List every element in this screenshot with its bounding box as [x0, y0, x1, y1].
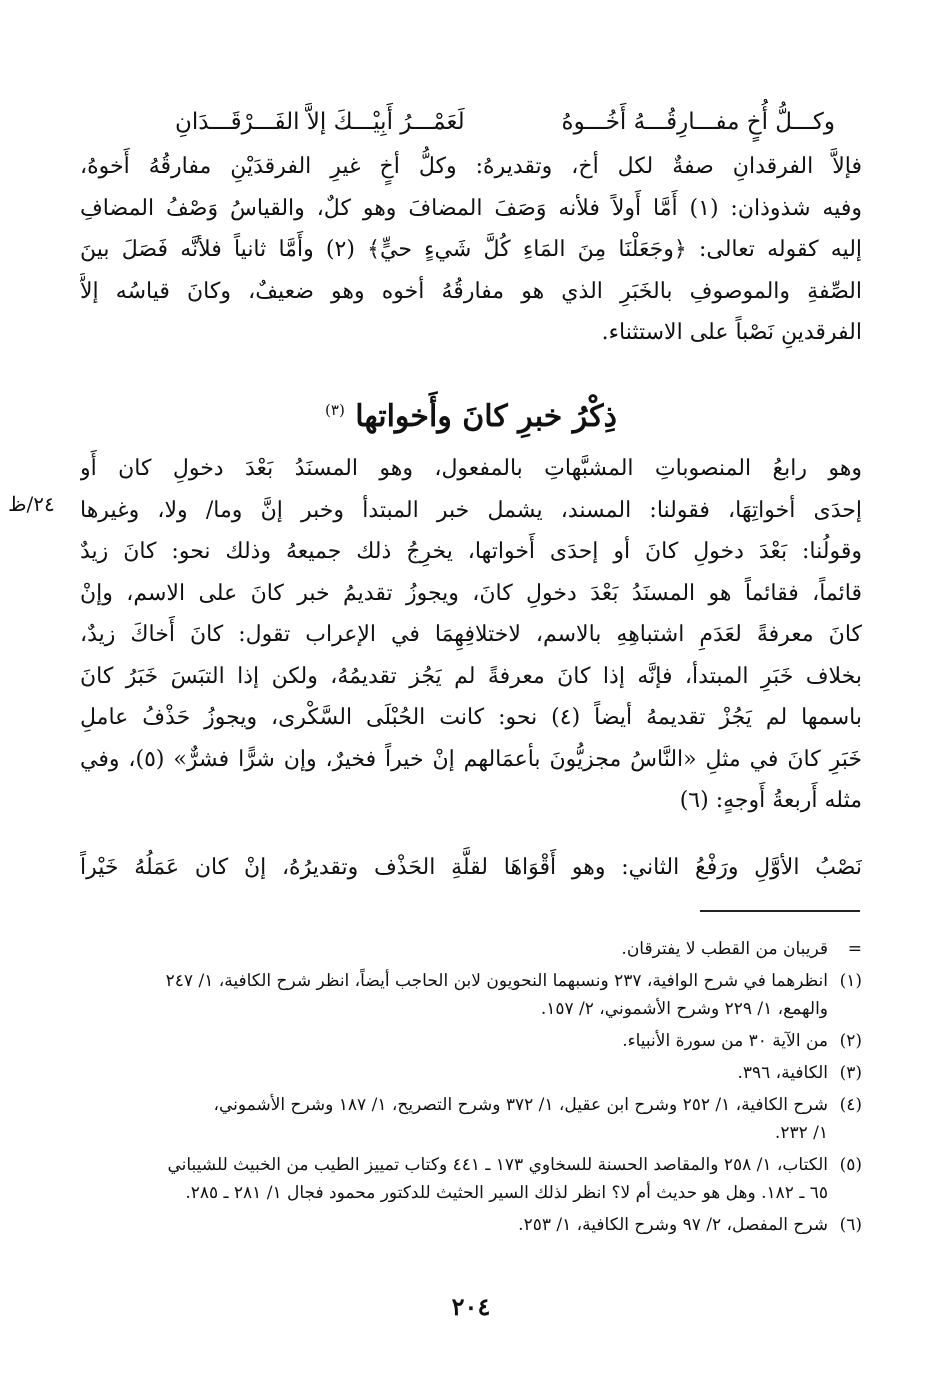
text-line: باسمها لم يَجُزْ تقديمهُ أيضاً (٤) نحو: كانت الحُبْلَى السَّكْرى، ويجوزُ حَذْفُ عاملِ — [80, 705, 862, 730]
footnote-number: = — [847, 939, 862, 959]
verse-first-hemistich: وكـــلُّ أُخٍ مفـــارِقُـــهُ أَخُـــوهُ — [561, 109, 835, 135]
paragraph-verse-commentary — [80, 146, 862, 354]
text-line: الفرقدينِ نَصْباً على الاستثناء. — [601, 320, 862, 345]
footnote-text: من الآية ٣٠ من سورة الأنبياء. — [622, 1031, 828, 1051]
text-line: وهو رابعُ المنصوباتِ المشبَّهاتِ بالمفعول، وهو المسنَدُ بَعْدَ دخولِ كان أَو — [80, 456, 862, 481]
paragraph-first-case — [80, 847, 862, 889]
footnote-text: الكافية، ٣٩٦. — [737, 1063, 828, 1083]
text-line: إليه كقوله تعالى: ﴿وجَعَلْنَا مِنَ المَاءِ كُلَّ شَيءٍ حيٍّ﴾ (٢) وأَمَّا ثانياً فلأنَّه فَصَلَ بينَ — [80, 237, 862, 262]
text-line: قائماً، فقائماً هو المسنَدُ بَعْدَ دخولِ كانَ، ويجوزُ تقديمُ خبر كانَ على الاسم، وإنْ — [80, 580, 862, 606]
text-line: إحدَى أخواتِهَا، فقولنا: المسند، يشمل خبر المبتدأ وخبر إنَّ وما/ ولا، وغيرها — [80, 497, 862, 523]
footnote — [80, 1027, 862, 1055]
footnote — [80, 935, 862, 963]
footnote-number: (١) — [839, 971, 862, 991]
manuscript-folio-marker: ٢٤/ظ — [8, 492, 55, 516]
footnote-text: والهمع، ١/ ٢٢٩ وشرح الأشموني، ٢/ ١٥٧. — [540, 999, 828, 1019]
footnote-number: (٣) — [839, 1063, 862, 1083]
text-line: فإلاَّ الفرقدانِ صفةٌ لكل أخ، وتقديرهُ: وكلُّ أخٍ غيرِ الفرقدَيْنِ مفارقُهُ أَخوهُ، — [80, 154, 862, 179]
text-line: وقولُنا: بَعْدَ دخولِ كانَ أو إحدَى أَخواتها، يخرِجُ ذلك جميعهُ وذلك نحو: كانَ زيدٌ — [80, 539, 862, 564]
text-line: بخلاف خَبَرِ المبتدأ، فإنَّه إذا كانَ معرفةً لم يَجُز تقديمُهُ، ولكن إذا التبَسَ خَبَرُ كانَ — [80, 663, 862, 689]
paragraph-main-text — [80, 448, 862, 822]
footnote-text: قريبان من القطب لا يفترقان. — [621, 939, 828, 959]
text-line: وفيه شذوذان: (١) أَمَّا أَولاً فلأنه وَصَفَ المضافَ وهو كلٌ، والقياسُ وَصْفُ المضافِ — [80, 195, 862, 221]
text-line: خَبَرِ كانَ في مثلِ «النَّاسُ مجزيُّونَ بأعمَالهم إنْ خيراً فخيرٌ، وإن شرًّا فشرٌّ» (٥)، وفي — [80, 746, 862, 772]
verse-second-hemistich: لَعَمْـــرُ أَبِيْـــكَ إلاَّ الفَـــرْقَـــدَانِ — [175, 109, 465, 135]
section-heading — [0, 385, 942, 442]
heading-footnote-marker: (٣) — [325, 401, 345, 419]
footnote-text: ٦٥ ـ ١٨٢. وهل هو حديث أم لا؟ انظر لذلك السير الحثيث للدكتور محمود فجال ١/ ٢٨١ ـ ٢٨٥. — [185, 1183, 828, 1203]
footnote — [80, 1151, 862, 1207]
text-line: نَصْبُ الأوَّلِ ورَفْعُ الثاني: وهو أَقْوَاهَا لقلَّةِ الحَذْف وتقديرُهُ، إنْ كان عَمَلُهُ خَيْراً — [80, 855, 862, 880]
poetry-verse — [175, 102, 835, 142]
text-line: كانَ معرفةً لعَدَمِ اشتباهِهِ بالاسم، لاختلافِهِمَا في الإعراب تقول: كانَ أَخاكَ زيدٌ، — [80, 622, 862, 647]
footnote — [80, 1091, 862, 1147]
footnote — [80, 1211, 862, 1239]
footnotes — [80, 935, 862, 1243]
footnote — [80, 1059, 862, 1087]
section-heading-text: ذِكْرُ خبرِ كانَ وأَخواتها — [355, 399, 617, 434]
footnote-text: الكتاب، ١/ ٢٥٨ والمقاصد الحسنة للسخاوي ١٧٣ ـ ٤٤١ وكتاب تمييز الطيب من الخبيث للشيباني — [167, 1155, 828, 1175]
footnote-number: (٦) — [839, 1215, 862, 1235]
page-number: ٢٠٤ — [451, 1292, 491, 1321]
footnote-separator — [700, 910, 860, 912]
footnote-text: شرح المفصل، ٢/ ٩٧ وشرح الكافية، ١/ ٢٥٣. — [518, 1215, 828, 1235]
footnote-number: (٢) — [839, 1031, 862, 1051]
footnote-text: ١/ ٢٣٢. — [774, 1123, 828, 1143]
footnote-text: انظرهما في شرح الوافية، ٢٣٧ ونسبهما النحويون لابن الحاجب أيضاً، انظر شرح الكافية، ١/ ٢٤٧ — [165, 971, 828, 991]
footnote-number: (٤) — [839, 1095, 862, 1115]
text-line: مثله أَربعةُ أَوجهٍ: (٦) — [679, 788, 862, 813]
footnote-number: (٥) — [839, 1155, 862, 1175]
text-line: الصِّفةِ والموصوفِ بالخَبَرِ الذي هو مفارقُهُ أخوه وهو ضعيفٌ، وكانَ قياسُه إلاَّ — [80, 278, 862, 304]
footnote — [80, 967, 862, 1023]
footnote-text: شرح الكافية، ١/ ٢٥٢ وشرح ابن عقيل، ١/ ٣٧٢ وشرح التصريح، ١/ ١٨٧ وشرح الأشموني، — [213, 1095, 828, 1115]
